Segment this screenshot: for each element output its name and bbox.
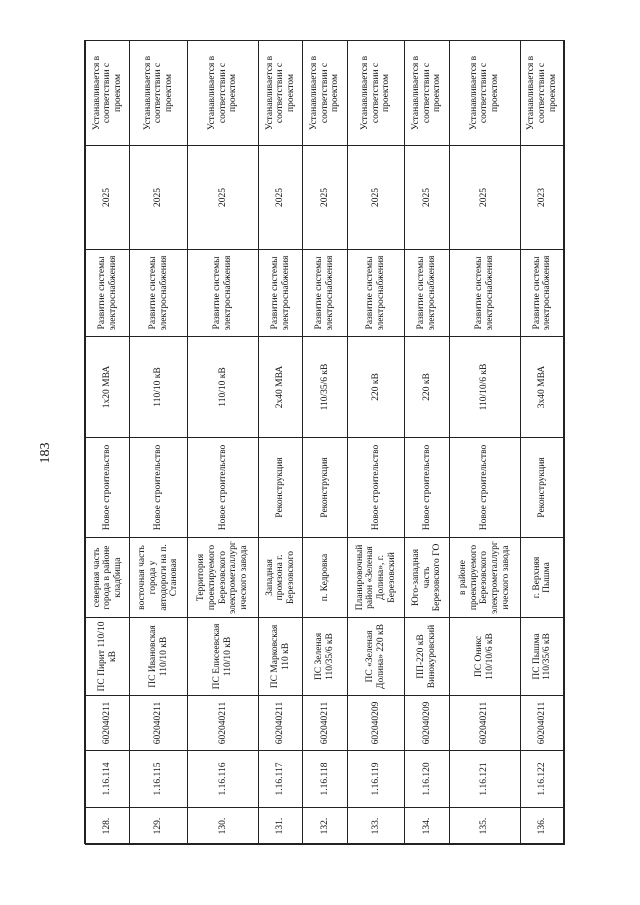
cell-power: 110/10/6 кВ: [449, 337, 520, 438]
table-row: [187, 41, 258, 845]
cell-num: 135.: [449, 808, 520, 845]
cell-id: 602040211: [303, 696, 347, 751]
table-row: [86, 41, 130, 845]
cell-status: Устанавливается в соответствии с проектом: [520, 41, 564, 146]
cell-purpose: Развитие системы электроснабжения: [347, 250, 405, 337]
cell-power: 110/10 кВ: [130, 337, 188, 438]
cell-num: 134.: [405, 808, 449, 845]
cell-status: Устанавливается в соответствии с проектом: [405, 41, 449, 146]
cell-name: ПС Зеленая 110/35/6 кВ: [303, 618, 347, 696]
cell-num: 129.: [130, 808, 188, 845]
cell-year: 2025: [347, 146, 405, 250]
cell-status: Устанавливается в соответствии с проектом: [130, 41, 188, 146]
cell-name: ПС Пышма 110/35/6 кВ: [520, 618, 564, 696]
cell-type: Новое строительство: [347, 438, 405, 538]
cell-num: 132.: [303, 808, 347, 845]
cell-id: 602040209: [347, 696, 405, 751]
cell-purpose: Развитие системы электроснабжения: [520, 250, 564, 337]
cell-id: 602040211: [259, 696, 303, 751]
cell-status: Устанавливается в соответствии с проектом: [259, 41, 303, 146]
page-number: 183: [38, 442, 53, 464]
cell-year: 2025: [259, 146, 303, 250]
table-row: [130, 41, 188, 845]
cell-num: 128.: [86, 808, 130, 845]
cell-status: Устанавливается в соответствии с проектом: [449, 41, 520, 146]
cell-code: 1.16.121: [449, 751, 520, 808]
cell-id: 602040211: [86, 696, 130, 751]
cell-type: Реконструкция: [303, 438, 347, 538]
cell-type: Новое строительство: [86, 438, 130, 538]
cell-id: 602040211: [520, 696, 564, 751]
cell-type: Реконструкция: [520, 438, 564, 538]
cell-year: 2025: [303, 146, 347, 250]
cell-year: 2025: [405, 146, 449, 250]
cell-name: ПС Ивановская 110/10 кВ: [130, 618, 188, 696]
cell-purpose: Развитие системы электроснабжения: [187, 250, 258, 337]
cell-status: Устанавливается в соответствии с проектом: [347, 41, 405, 146]
cell-year: 2025: [449, 146, 520, 250]
cell-type: Реконструкция: [259, 438, 303, 538]
cell-power: 220 кВ: [405, 337, 449, 438]
cell-id: 602040211: [449, 696, 520, 751]
cell-year: 2025: [86, 146, 130, 250]
cell-num: 131.: [259, 808, 303, 845]
cell-type: Новое строительство: [405, 438, 449, 538]
cell-purpose: Развитие системы электроснабжения: [259, 250, 303, 337]
cell-code: 1.16.114: [86, 751, 130, 808]
cell-power: 110/10 кВ: [187, 337, 258, 438]
cell-code: 1.16.116: [187, 751, 258, 808]
cell-power: 3х40 МВА: [520, 337, 564, 438]
cell-type: Новое строительство: [130, 438, 188, 538]
cell-code: 1.16.117: [259, 751, 303, 808]
table-row: [347, 41, 405, 845]
cell-id: 602040211: [130, 696, 188, 751]
table-row: [449, 41, 520, 845]
cell-name: ПС Марковская 110 кВ: [259, 618, 303, 696]
table-row: [259, 41, 303, 845]
cell-name: ПС Елисеевская 110/10 кВ: [187, 618, 258, 696]
cell-power: 2х40 МВА: [259, 337, 303, 438]
cell-code: 1.16.118: [303, 751, 347, 808]
cell-location: восточная часть города у автодороги на п. Становая: [130, 538, 188, 618]
cell-power: 220 кВ: [347, 337, 405, 438]
table-row: [520, 41, 564, 845]
cell-name: ПС Пирит 110/10 кВ: [86, 618, 130, 696]
cell-code: 1.16.119: [347, 751, 405, 808]
table-row: [303, 41, 347, 845]
cell-name: ПС Оникс 110/10/6 кВ: [449, 618, 520, 696]
cell-id: 602040211: [187, 696, 258, 751]
cell-code: 1.16.122: [520, 751, 564, 808]
cell-power: 1х20 МВА: [86, 337, 130, 438]
cell-code: 1.16.120: [405, 751, 449, 808]
cell-location: Юго-западная часть Березовского ГО: [405, 538, 449, 618]
data-table: [84, 40, 564, 844]
cell-location: северная часть города в районе кладбища: [86, 538, 130, 618]
cell-type: Новое строительство: [449, 438, 520, 538]
cell-year: 2025: [187, 146, 258, 250]
cell-purpose: Развитие системы электроснабжения: [405, 250, 449, 337]
cell-power: 110/35/6 кВ: [303, 337, 347, 438]
cell-location: Территория проектируемого Березовского электрометаллургического завода: [187, 538, 258, 618]
cell-location: г. Верхняя Пышма: [520, 538, 564, 618]
cell-purpose: Развитие системы электроснабжения: [86, 250, 130, 337]
cell-id: 602040209: [405, 696, 449, 751]
table-row: [405, 41, 449, 845]
cell-location: п. Кедровка: [303, 538, 347, 618]
cell-purpose: Развитие системы электроснабжения: [130, 250, 188, 337]
cell-year: 2025: [130, 146, 188, 250]
cell-num: 130.: [187, 808, 258, 845]
cell-name: ПП-220 кВ Винокуровский: [405, 618, 449, 696]
cell-type: Новое строительство: [187, 438, 258, 538]
cell-status: Устанавливается в соответствии с проектом: [86, 41, 130, 146]
cell-num: 133.: [347, 808, 405, 845]
cell-year: 2023: [520, 146, 564, 250]
cell-purpose: Развитие системы электроснабжения: [303, 250, 347, 337]
cell-status: Устанавливается в соответствии с проектом: [303, 41, 347, 146]
cell-location: в районе проектируемого Березовского электрометаллургического завода: [449, 538, 520, 618]
substations-table: [85, 40, 565, 845]
cell-code: 1.16.115: [130, 751, 188, 808]
cell-num: 136.: [520, 808, 564, 845]
cell-name: ПС «Зеленая Долина» 220 кВ: [347, 618, 405, 696]
cell-purpose: Развитие системы электроснабжения: [449, 250, 520, 337]
cell-location: Западная промзона г. Березовского: [259, 538, 303, 618]
cell-location: Планировочный район «Зеленая Долина», г. Березовский: [347, 538, 405, 618]
cell-status: Устанавливается в соответствии с проектом: [187, 41, 258, 146]
